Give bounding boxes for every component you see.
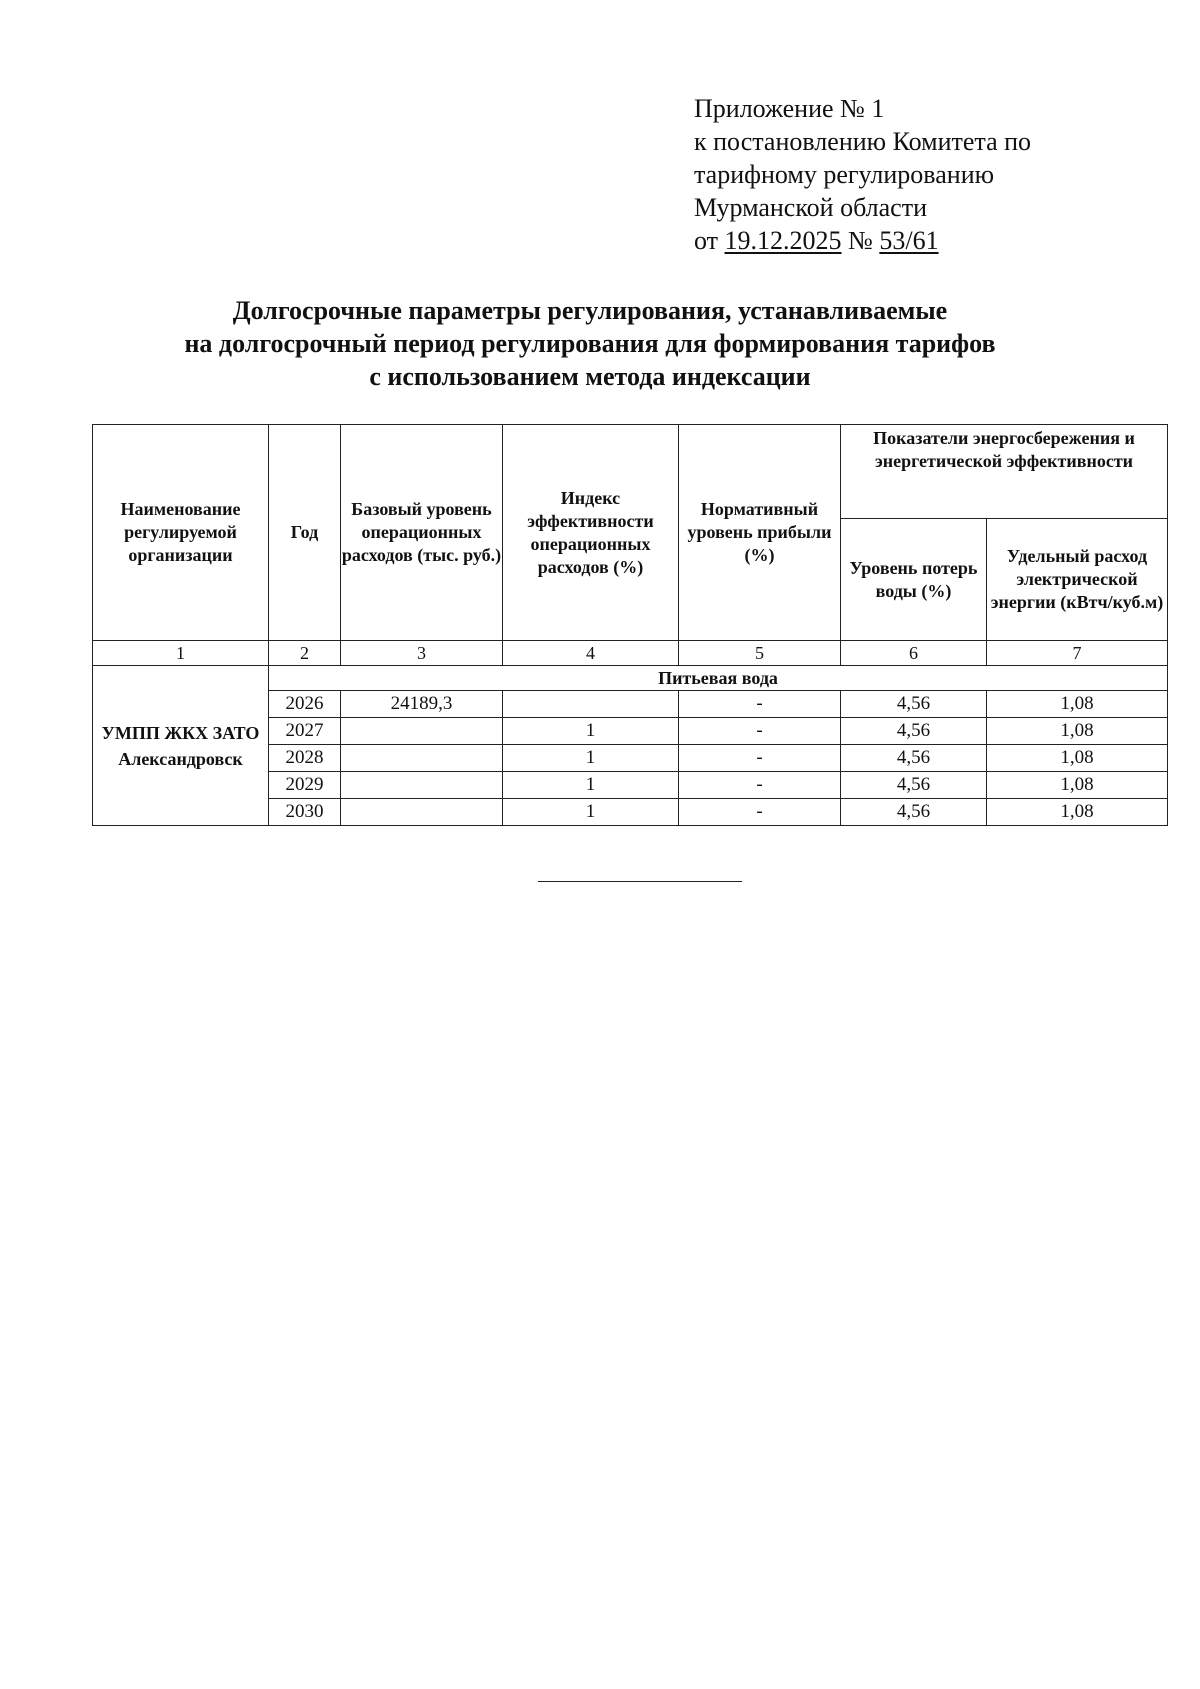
cell-electricity: 1,08: [987, 718, 1168, 745]
cell-water-loss: 4,56: [841, 799, 987, 826]
header-energy-group: Показатели энергосбережения и энергетической эффективности: [841, 425, 1168, 519]
column-number-row: [93, 641, 1168, 666]
header-row: [93, 425, 1168, 519]
cell-efficiency-index: 1: [503, 718, 679, 745]
cell-electricity: 1,08: [987, 745, 1168, 772]
number-sign: №: [848, 226, 873, 255]
resolution-number: 53/61: [879, 226, 939, 255]
column-number: 2: [269, 641, 341, 666]
cell-efficiency-index: 1: [503, 772, 679, 799]
column-number: 1: [93, 641, 269, 666]
header-electricity: Удельный расход электрической энергии (кВтч/куб.м): [987, 519, 1168, 641]
column-number: 4: [503, 641, 679, 666]
column-number: 6: [841, 641, 987, 666]
column-number: 3: [341, 641, 503, 666]
cell-efficiency-index: 1: [503, 799, 679, 826]
cell-base-opex: [341, 745, 503, 772]
cell-water-loss: 4,56: [841, 718, 987, 745]
header-water-loss: Уровень потерь воды (%): [841, 519, 987, 641]
cell-electricity: 1,08: [987, 772, 1168, 799]
document-title: [150, 294, 1030, 393]
title-line: Долгосрочные параметры регулирования, устанавливаемые: [232, 296, 948, 325]
appendix-title: Приложение № 1: [694, 94, 885, 123]
header-year: Год: [269, 425, 341, 641]
header-profit-level: Нормативный уровень прибыли (%): [679, 425, 841, 641]
cell-profit-level: -: [679, 799, 841, 826]
organization-name: УМПП ЖКХ ЗАТО Александровск: [93, 666, 269, 826]
cell-year: 2028: [269, 745, 341, 772]
cell-efficiency-index: 1: [503, 745, 679, 772]
cell-profit-level: -: [679, 745, 841, 772]
header-base-opex: Базовый уровень операционных расходов (тыс. руб.): [341, 425, 503, 641]
title-line: на долгосрочный период регулирования для формирования тарифов: [184, 329, 996, 358]
cell-profit-level: -: [679, 772, 841, 799]
cell-profit-level: -: [679, 691, 841, 718]
cell-year: 2026: [269, 691, 341, 718]
cell-electricity: 1,08: [987, 799, 1168, 826]
cell-base-opex: 24189,3: [341, 691, 503, 718]
appendix-line: Мурманской области: [694, 193, 927, 222]
cell-profit-level: -: [679, 718, 841, 745]
closing-divider: [538, 881, 742, 882]
section-row: [93, 666, 1168, 691]
appendix-line: тарифному регулированию: [694, 160, 995, 189]
resolution-date: 19.12.2025: [724, 226, 842, 255]
date-prefix: от: [694, 226, 719, 255]
header-efficiency-index: Индекс эффективности операционных расходов (%): [503, 425, 679, 641]
section-label: Питьевая вода: [269, 666, 1168, 691]
cell-base-opex: [341, 772, 503, 799]
cell-water-loss: 4,56: [841, 745, 987, 772]
cell-water-loss: 4,56: [841, 772, 987, 799]
appendix-date-line: [694, 224, 1031, 257]
cell-efficiency-index: [503, 691, 679, 718]
cell-year: 2029: [269, 772, 341, 799]
column-number: 5: [679, 641, 841, 666]
cell-year: 2030: [269, 799, 341, 826]
cell-base-opex: [341, 799, 503, 826]
appendix-block: [694, 92, 1031, 257]
column-number: 7: [987, 641, 1168, 666]
parameters-table: [92, 424, 1168, 826]
cell-water-loss: 4,56: [841, 691, 987, 718]
cell-base-opex: [341, 718, 503, 745]
cell-year: 2027: [269, 718, 341, 745]
appendix-line: к постановлению Комитета по: [694, 127, 1032, 156]
cell-electricity: 1,08: [987, 691, 1168, 718]
title-line: с использованием метода индексации: [369, 362, 811, 391]
header-org-name: Наименование регулируемой организации: [93, 425, 269, 641]
